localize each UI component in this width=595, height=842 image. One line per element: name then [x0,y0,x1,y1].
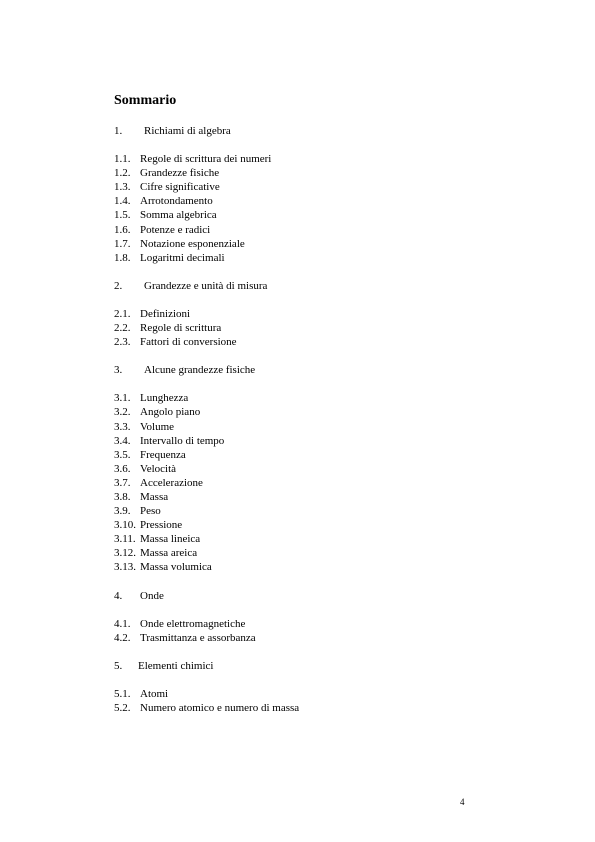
toc-item [114,518,494,532]
toc-item-number: 3.7. [114,476,131,489]
toc-item-number: 3.1. [114,392,131,405]
toc-item [114,504,494,518]
page-title: Sommario [114,93,177,108]
section-spacer [114,138,494,152]
toc-item-label: Logaritmi decimali [140,251,225,264]
toc-item [114,701,494,715]
toc-item-label: Definizioni [140,307,191,320]
toc-item-number: 1.5. [114,209,131,222]
toc-item [114,617,494,631]
toc-item [114,237,494,251]
toc-item-number: 3.8. [114,490,131,503]
section-spacer [114,265,494,279]
table-of-contents [114,124,494,715]
toc-item-number: 3.10. [114,519,136,532]
section-spacer [114,349,494,363]
toc-item-number: 3.13. [114,561,136,574]
toc-item-number: 4.2. [114,631,131,644]
toc-item-label: Massa [140,490,169,503]
toc-item [114,152,494,166]
toc-item [114,180,494,194]
toc-item [114,434,494,448]
toc-item-label: Angolo piano [140,406,201,419]
toc-item-number: 1.1. [114,153,131,166]
toc-item [114,335,494,349]
toc-item [114,223,494,237]
toc-item [114,208,494,222]
toc-item-label: Regole di scrittura [140,322,222,335]
section-spacer [114,377,494,391]
toc-item-number: 3.11. [114,533,136,546]
page-number: 4 [460,797,465,807]
toc-section-number: 4. [114,589,123,602]
toc-item [114,321,494,335]
toc-item-label: Intervallo di tempo [140,434,225,447]
toc-item-number: 1.7. [114,237,131,250]
toc-item [114,391,494,405]
toc-item [114,532,494,546]
toc-item-label: Cifre significative [140,181,220,194]
toc-item [114,687,494,701]
toc-item [114,405,494,419]
toc-item [114,420,494,434]
toc-section-heading [114,589,494,603]
toc-section-label: Onde [140,589,164,602]
toc-item-number: 5.2. [114,702,131,714]
toc-item [114,490,494,504]
toc-item-label: Potenze e radici [140,223,211,236]
toc-item [114,251,494,265]
toc-section-number: 1. [114,125,123,137]
toc-item-label: Massa lineica [140,533,201,546]
toc-section-label: Alcune grandezze fisiche [144,364,256,377]
toc-section-heading [114,659,494,673]
toc-section-heading [114,279,494,293]
toc-item [114,194,494,208]
toc-item-number: 1.4. [114,195,131,208]
toc-item-number: 3.12. [114,547,136,560]
toc-item [114,560,494,574]
toc-item [114,546,494,560]
toc-item [114,166,494,180]
toc-item-label: Volume [140,420,175,433]
toc-item-label: Lunghezza [140,392,189,405]
toc-item-label: Frequenza [140,448,186,461]
toc-item-number: 3.3. [114,420,131,433]
section-spacer [114,575,494,589]
toc-item [114,448,494,462]
toc-item-label: Peso [140,505,161,518]
toc-item-number: 3.4. [114,434,131,447]
toc-item-label: Notazione esponenziale [140,237,245,250]
toc-item-number: 3.9. [114,505,131,518]
toc-item-label: Accelerazione [140,476,203,489]
toc-item-label: Atomi [140,687,169,700]
toc-item-number: 2.1. [114,307,131,320]
toc-item-number: 3.6. [114,462,131,475]
toc-item-label: Numero atomico e numero di massa [140,702,300,714]
toc-section-label: Elementi chimici [138,659,214,672]
toc-section-label: Grandezze e unità di misura [144,279,268,292]
toc-item-number: 4.1. [114,617,131,630]
toc-item-label: Pressione [140,519,183,532]
toc-item-label: Fattori di conversione [140,336,237,349]
toc-item-label: Regole di scrittura dei numeri [140,153,272,166]
toc-item-label: Trasmittanza e assorbanza [140,631,256,644]
toc-item-number: 3.2. [114,406,131,419]
toc-item [114,462,494,476]
section-spacer [114,673,494,687]
toc-item-number: 2.2. [114,322,131,335]
toc-item [114,307,494,321]
toc-item-label: Somma algebrica [140,209,217,222]
toc-item-label: Onde elettromagnetiche [140,617,246,630]
toc-item [114,631,494,645]
toc-section-number: 5. [114,659,123,672]
toc-item-number: 2.3. [114,336,131,349]
toc-item-label: Velocità [140,462,177,475]
toc-item-label: Massa volumica [140,561,212,574]
toc-item-number: 5.1. [114,687,131,700]
toc-item-label: Arrotondamento [140,195,213,208]
section-spacer [114,603,494,617]
toc-item-number: 1.3. [114,181,131,194]
section-spacer [114,645,494,659]
toc-item-number: 3.5. [114,448,131,461]
toc-section-heading [114,363,494,377]
toc-section-number: 3. [114,364,123,377]
toc-item-number: 1.8. [114,251,131,264]
toc-section-number: 2. [114,279,123,292]
toc-section-label: Richiami di algebra [144,125,231,137]
toc-item [114,476,494,490]
toc-item-number: 1.2. [114,167,131,180]
toc-item-label: Grandezze fisiche [140,167,220,180]
toc-section-heading [114,124,494,138]
section-spacer [114,293,494,307]
toc-item-number: 1.6. [114,223,131,236]
toc-item-label: Massa areica [140,547,198,560]
